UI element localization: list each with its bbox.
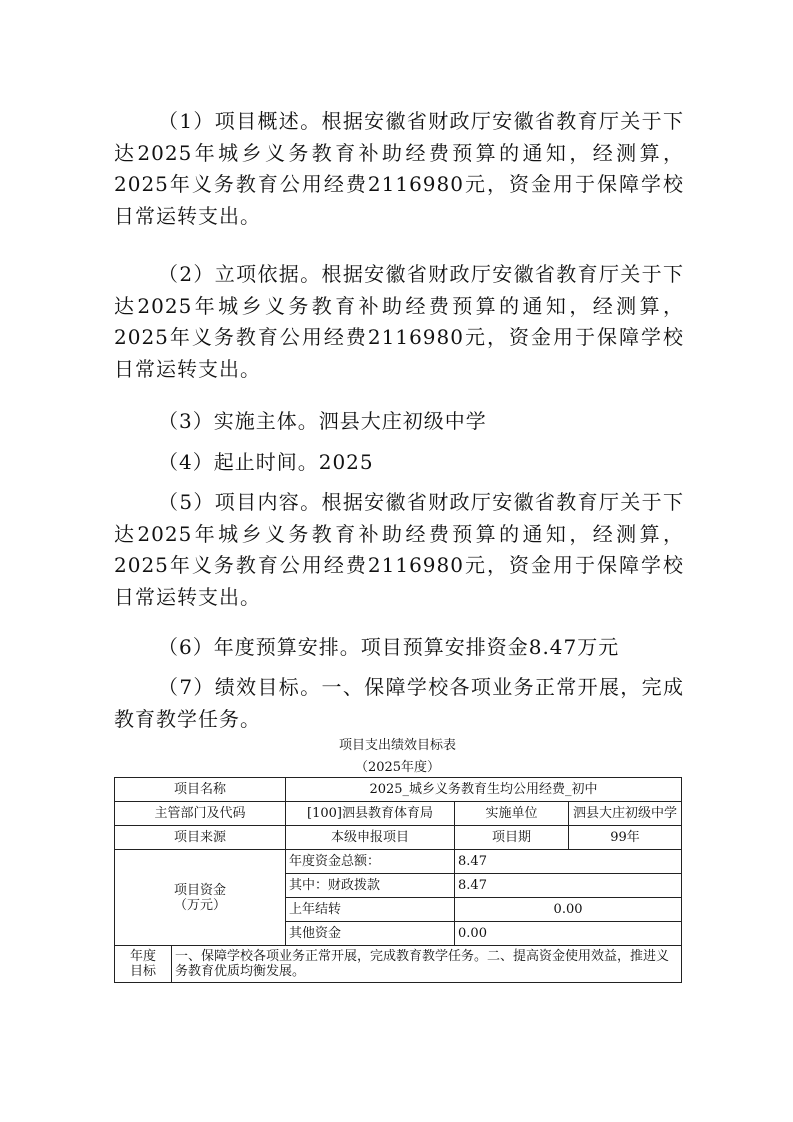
dept-label: 主管部门及代码 (115, 802, 286, 826)
table-row (115, 826, 682, 850)
other-value: 0.00 (455, 922, 682, 946)
paragraph-project-overview: （1）项目概述。根据安徽省财政厅安徽省教育厅关于下达2025年城乡义务教育补助经费预算的通知，经测算，2025年义务教育公用经费2116980元，资金用于保障学校日常运转支出。 (114, 109, 684, 228)
fiscal-value: 8.47 (455, 874, 682, 898)
carryover-label: 上年结转 (286, 898, 455, 922)
paragraph-project-content: （5）项目内容。根据安徽省财政厅安徽省教育厅关于下达2025年城乡义务教育补助经费预算的通知，经测算，2025年义务教育公用经费2116980元，资金用于保障学校日常运转支出。 (114, 490, 684, 609)
annual-total-label: 年度资金总额： (286, 850, 455, 874)
fiscal-label: 其中：财政拨款 (286, 874, 455, 898)
paragraph-duration: （4）起止时间。2025 (158, 450, 374, 474)
paragraph-performance-goal: （7）绩效目标。一、保障学校各项业务正常开展，完成教育教学任务。 (114, 675, 684, 731)
table-row (115, 778, 682, 802)
paragraph-implementing-body: （3）实施主体。泗县大庄初级中学 (158, 409, 487, 433)
goal-label: 年度 目标 (115, 946, 172, 983)
table-title: 项目支出绩效目标表 (338, 738, 456, 753)
project-name-value: 2025_城乡义务教育生均公用经费_初中 (286, 778, 682, 802)
carryover-value: 0.00 (455, 898, 682, 922)
source-value: 本级申报项目 (286, 826, 455, 850)
paragraph-annual-budget: （6）年度预算安排。项目预算安排资金8.47万元 (158, 635, 620, 659)
source-label: 项目来源 (115, 826, 286, 850)
table-row (115, 850, 682, 874)
impl-value: 泗县大庄初级中学 (569, 802, 682, 826)
table-subtitle: （2025年度） (354, 760, 441, 775)
goal-value: 一、保障学校各项业务正常开展，完成教育教学任务。二、提高资金使用效益，推进义务教育优质均衡发展。 (172, 946, 682, 983)
paragraph-project-basis: （2）立项依据。根据安徽省财政厅安徽省教育厅关于下达2025年城乡义务教育补助经费预算的通知，经测算，2025年义务教育公用经费2116980元，资金用于保障学校日常运转支出。 (114, 262, 684, 381)
period-label: 项目期 (455, 826, 569, 850)
table-row (115, 946, 682, 983)
dept-value: [100]泗县教育体育局 (286, 802, 455, 826)
impl-label: 实施单位 (455, 802, 569, 826)
period-value: 99年 (569, 826, 682, 850)
performance-target-table (114, 777, 682, 983)
table-row (115, 802, 682, 826)
project-name-label: 项目名称 (115, 778, 286, 802)
other-label: 其他资金 (286, 922, 455, 946)
funds-label: 项目资金 （万元） (115, 850, 286, 946)
annual-total-value: 8.47 (455, 850, 682, 874)
